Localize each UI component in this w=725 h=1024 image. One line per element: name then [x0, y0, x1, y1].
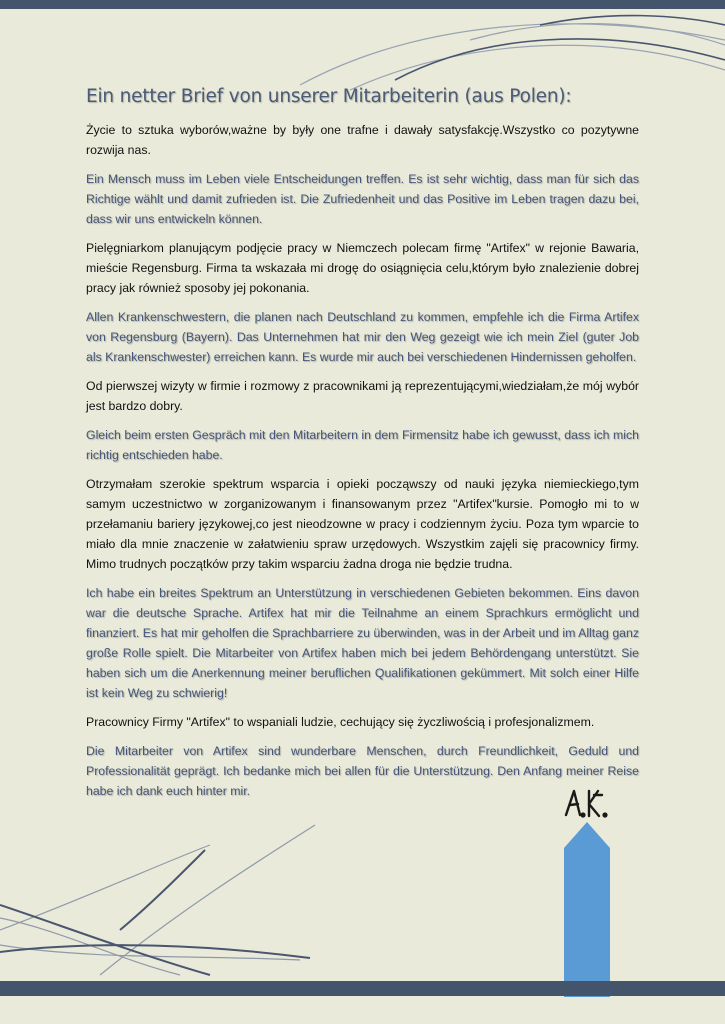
paragraph-german-1: Ein Mensch muss im Leben viele Entscheidungen treffen. Es ist sehr wichtig, dass man für sich das Richtige wählt und damit zufrieden ist. Die Zufriedenheit und das Positive im Leben tragen dazu bei, dass wir uns entwickeln können. — [86, 172, 639, 226]
letter-title: Ein netter Brief von unserer Mitarbeiterin (aus Polen): — [86, 86, 572, 107]
paragraph-polish-4: Otrzymałam szerokie spektrum wsparcia i opieki począwszy od nauki języka niemieckiego,tym samym uczestnictwo w zorganizowanym i finansowanym przez "Artifex"kursie. Pomogło mi to w przełamaniu bariery językowej,co jest nieodzowne w pracy i codziennym życiu. Poza tym wparcie to miało dla mnie znaczenie w załatwieniu spraw urzędowych. Wszystkim zajęli się pracownicy firmy. Mimo trudnych początków przy takim wsparciu żadna droga nie będzie trudna. — [86, 477, 639, 571]
paragraph-german-3: Gleich beim ersten Gespräch mit den Mitarbeitern in dem Firmensitz habe ich gewusst, dass ich mich richtig entschieden habe. — [86, 428, 639, 462]
paragraph-german-4: Ich habe ein breites Spektrum an Unterstützung in verschiedenen Gebieten bekommen. Eins davon war die deutsche Sprache. Artifex hat mir die Teilnahme an einem Sprachkurs ermöglicht und finanziert. Es hat mir geholfen die Sprachbarriere zu überwinden, was in der Arbeit und im Alltag ganz große Rolle spielt. Die Mitarbeiter von Artifex haben mich bei jedem Behördengang unterstützt. Sie haben sich um die Anerkennung meiner beruflichen Qualifikationen gekümmert. Mit solch einer Hilfe ist kein Weg zu schwierig! — [86, 586, 639, 700]
paragraph-polish-2: Pielęgniarkom planującym podjęcie pracy w Niemczech polecam firmę "Artifex" w rejonie Bawaria, mieście Regensburg. Firma ta wskazała mi drogę do osiągnięcia celu,którym było znalezienie dobrej pracy jak również sposoby jej pokonania. — [86, 241, 639, 295]
paragraph-polish-3: Od pierwszej wizyty w firmie i rozmowy z pracownikami ją reprezentującymi,wiedziałam,że mój wybór jest bardzo dobry. — [86, 379, 639, 413]
paragraph-german-5: Die Mitarbeiter von Artifex sind wunderbare Menschen, durch Freundlichkeit, Geduld und Professionalität geprägt. Ich bedanke mich bei allen für die Unterstützung. Den Anfang meiner Reise habe ich dank euch hinter mir. — [86, 744, 639, 798]
handwritten-signature — [562, 785, 612, 821]
paragraph-polish-1: Życie to sztuka wyborów,ważne by były one trafne i dawały satysfakcję.Wszystko co pozytywne rozwija nas. — [86, 123, 639, 157]
bottom-border-bar — [0, 981, 725, 996]
paragraph-german-2: Allen Krankenschwestern, die planen nach Deutschland zu kommen, empfehle ich die Firma Artifex von Regensburg (Bayern). Das Unternehmen hat mir den Weg gezeigt wie ich mein Ziel (guter Job als Krankenschwester) erreichen kann. Es wurde mir auch bei verschiedenen Hindernissen geholfen. — [86, 310, 639, 364]
letter-content — [86, 86, 639, 810]
paragraph-polish-5: Pracownicy Firmy "Artifex" to wspaniali ludzie, cechujący się życzliwością i profesjonalizmem. — [86, 715, 595, 729]
arrow-graphic — [564, 822, 610, 997]
top-border-bar — [0, 0, 725, 9]
